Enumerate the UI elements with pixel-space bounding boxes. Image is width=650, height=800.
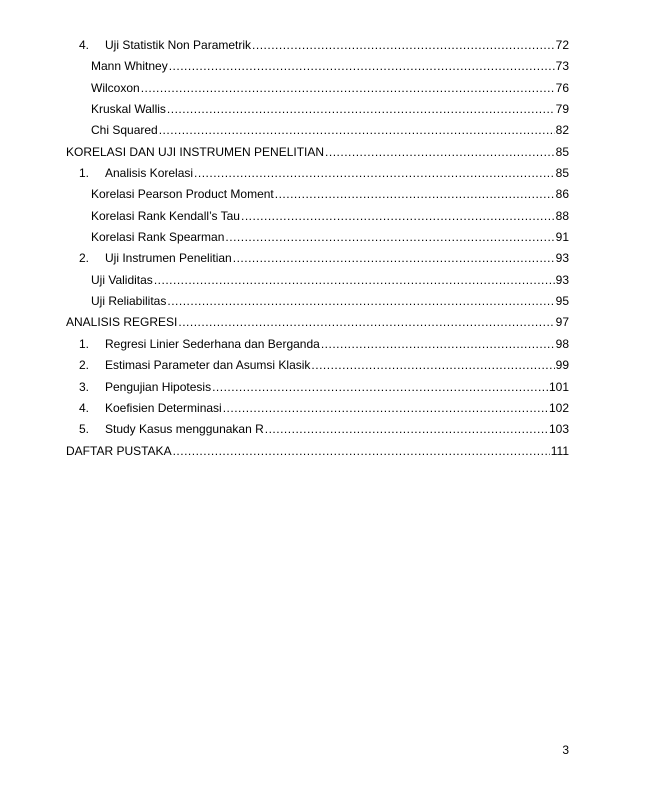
toc-dot-leader xyxy=(321,334,555,355)
toc-entry[interactable] xyxy=(66,377,569,398)
toc-dot-leader xyxy=(233,248,555,269)
toc-entry-page: 72 xyxy=(555,38,569,52)
toc-entry-number: 4. xyxy=(79,400,90,415)
toc-entry-page: 76 xyxy=(555,80,569,95)
toc-dot-leader xyxy=(241,206,555,227)
toc-entry[interactable] xyxy=(66,248,569,269)
toc-entry-page: 85 xyxy=(555,144,569,159)
toc-entry-page: 103 xyxy=(548,422,569,437)
toc-entry-page: 101 xyxy=(548,379,569,394)
toc-entry[interactable] xyxy=(66,35,569,56)
toc-entry[interactable] xyxy=(66,355,569,376)
toc-entry-title: Mann Whitney xyxy=(91,59,168,74)
toc-entry-title: Uji Statistik Non Parametrik xyxy=(105,38,252,52)
table-of-contents xyxy=(66,35,569,462)
toc-entry-page: 93 xyxy=(555,251,569,266)
toc-entry-title: ANALISIS REGRESI xyxy=(66,315,178,330)
toc-entry-page: 73 xyxy=(555,59,569,74)
toc-entry-title: Chi Squared xyxy=(91,123,158,138)
toc-entry-number: 5. xyxy=(79,422,90,437)
toc-entry-number: 1. xyxy=(79,166,90,181)
toc-dot-leader xyxy=(159,120,555,141)
toc-entry-number: 4. xyxy=(79,38,90,52)
toc-entry[interactable] xyxy=(66,184,569,205)
toc-entry[interactable] xyxy=(66,163,569,184)
toc-entry[interactable] xyxy=(66,312,569,333)
toc-dot-leader xyxy=(275,184,555,205)
toc-dot-leader xyxy=(194,163,555,184)
toc-entry-number: 3. xyxy=(79,379,90,394)
toc-entry-number: 2. xyxy=(79,358,90,373)
toc-dot-leader xyxy=(252,35,555,56)
toc-entry-page: 111 xyxy=(550,443,569,458)
toc-entry-page: 79 xyxy=(555,102,569,117)
toc-entry-page: 95 xyxy=(555,294,569,309)
toc-entry-page: 88 xyxy=(555,208,569,223)
toc-entry[interactable] xyxy=(66,78,569,99)
toc-entry-title: Uji Reliabilitas xyxy=(91,294,167,309)
toc-entry-title: Uji Validitas xyxy=(91,272,153,287)
toc-entry[interactable] xyxy=(66,142,569,163)
toc-dot-leader xyxy=(167,291,554,312)
toc-entry[interactable] xyxy=(66,291,569,312)
toc-dot-leader xyxy=(141,78,555,99)
toc-entry-title: Pengujian Hipotesis xyxy=(105,379,212,394)
toc-dot-leader xyxy=(178,312,554,333)
toc-dot-leader xyxy=(169,56,555,77)
toc-entry-title: Regresi Linier Sederhana dan Berganda xyxy=(105,336,320,351)
toc-entry[interactable] xyxy=(66,120,569,141)
toc-dot-leader xyxy=(167,99,555,120)
toc-entry-title: Wilcoxon xyxy=(91,80,140,95)
toc-entry-title: Korelasi Rank Kendall’s Tau xyxy=(91,208,240,223)
toc-entry-page: 91 xyxy=(555,230,569,245)
toc-entry-page: 99 xyxy=(555,358,569,373)
toc-dot-leader xyxy=(265,419,548,440)
toc-entry-title: Uji Instrumen Penelitian xyxy=(105,251,232,266)
toc-entry-number: 1. xyxy=(79,336,90,351)
toc-entry[interactable] xyxy=(66,227,569,248)
toc-entry-title: DAFTAR PUSTAKA xyxy=(66,443,172,458)
toc-entry[interactable] xyxy=(66,56,569,77)
toc-entry[interactable] xyxy=(66,441,569,462)
toc-entry-page: 93 xyxy=(555,272,569,287)
toc-dot-leader xyxy=(311,355,554,376)
toc-entry-title: Korelasi Rank Spearman xyxy=(91,230,225,245)
toc-entry-title: Koefisien Determinasi xyxy=(105,400,222,415)
page-number: 3 xyxy=(562,743,569,757)
toc-entry-page: 85 xyxy=(555,166,569,181)
toc-entry-title: Analisis Korelasi xyxy=(105,166,194,181)
toc-entry-page: 98 xyxy=(555,336,569,351)
toc-entry-title: Kruskal Wallis xyxy=(91,102,166,117)
toc-entry-title: Estimasi Parameter dan Asumsi Klasik xyxy=(105,358,311,373)
toc-entry[interactable] xyxy=(66,334,569,355)
toc-dot-leader xyxy=(325,142,555,163)
toc-entry-title: Study Kasus menggunakan R xyxy=(105,422,264,437)
toc-entry-page: 82 xyxy=(555,123,569,138)
toc-dot-leader xyxy=(225,227,554,248)
toc-entry-page: 86 xyxy=(555,187,569,202)
toc-dot-leader xyxy=(173,441,550,462)
toc-entry[interactable] xyxy=(66,398,569,419)
toc-entry-page: 97 xyxy=(555,315,569,330)
toc-entry-title: KORELASI DAN UJI INSTRUMEN PENELITIAN xyxy=(66,144,325,159)
toc-entry[interactable] xyxy=(66,99,569,120)
toc-entry-title: Korelasi Pearson Product Moment xyxy=(91,187,274,202)
toc-entry-page: 102 xyxy=(548,400,569,415)
toc-entry-number: 2. xyxy=(79,251,90,266)
toc-dot-leader xyxy=(154,270,555,291)
toc-dot-leader xyxy=(212,377,548,398)
toc-entry[interactable] xyxy=(66,419,569,440)
toc-entry[interactable] xyxy=(66,270,569,291)
toc-dot-leader xyxy=(223,398,548,419)
toc-entry[interactable] xyxy=(66,206,569,227)
